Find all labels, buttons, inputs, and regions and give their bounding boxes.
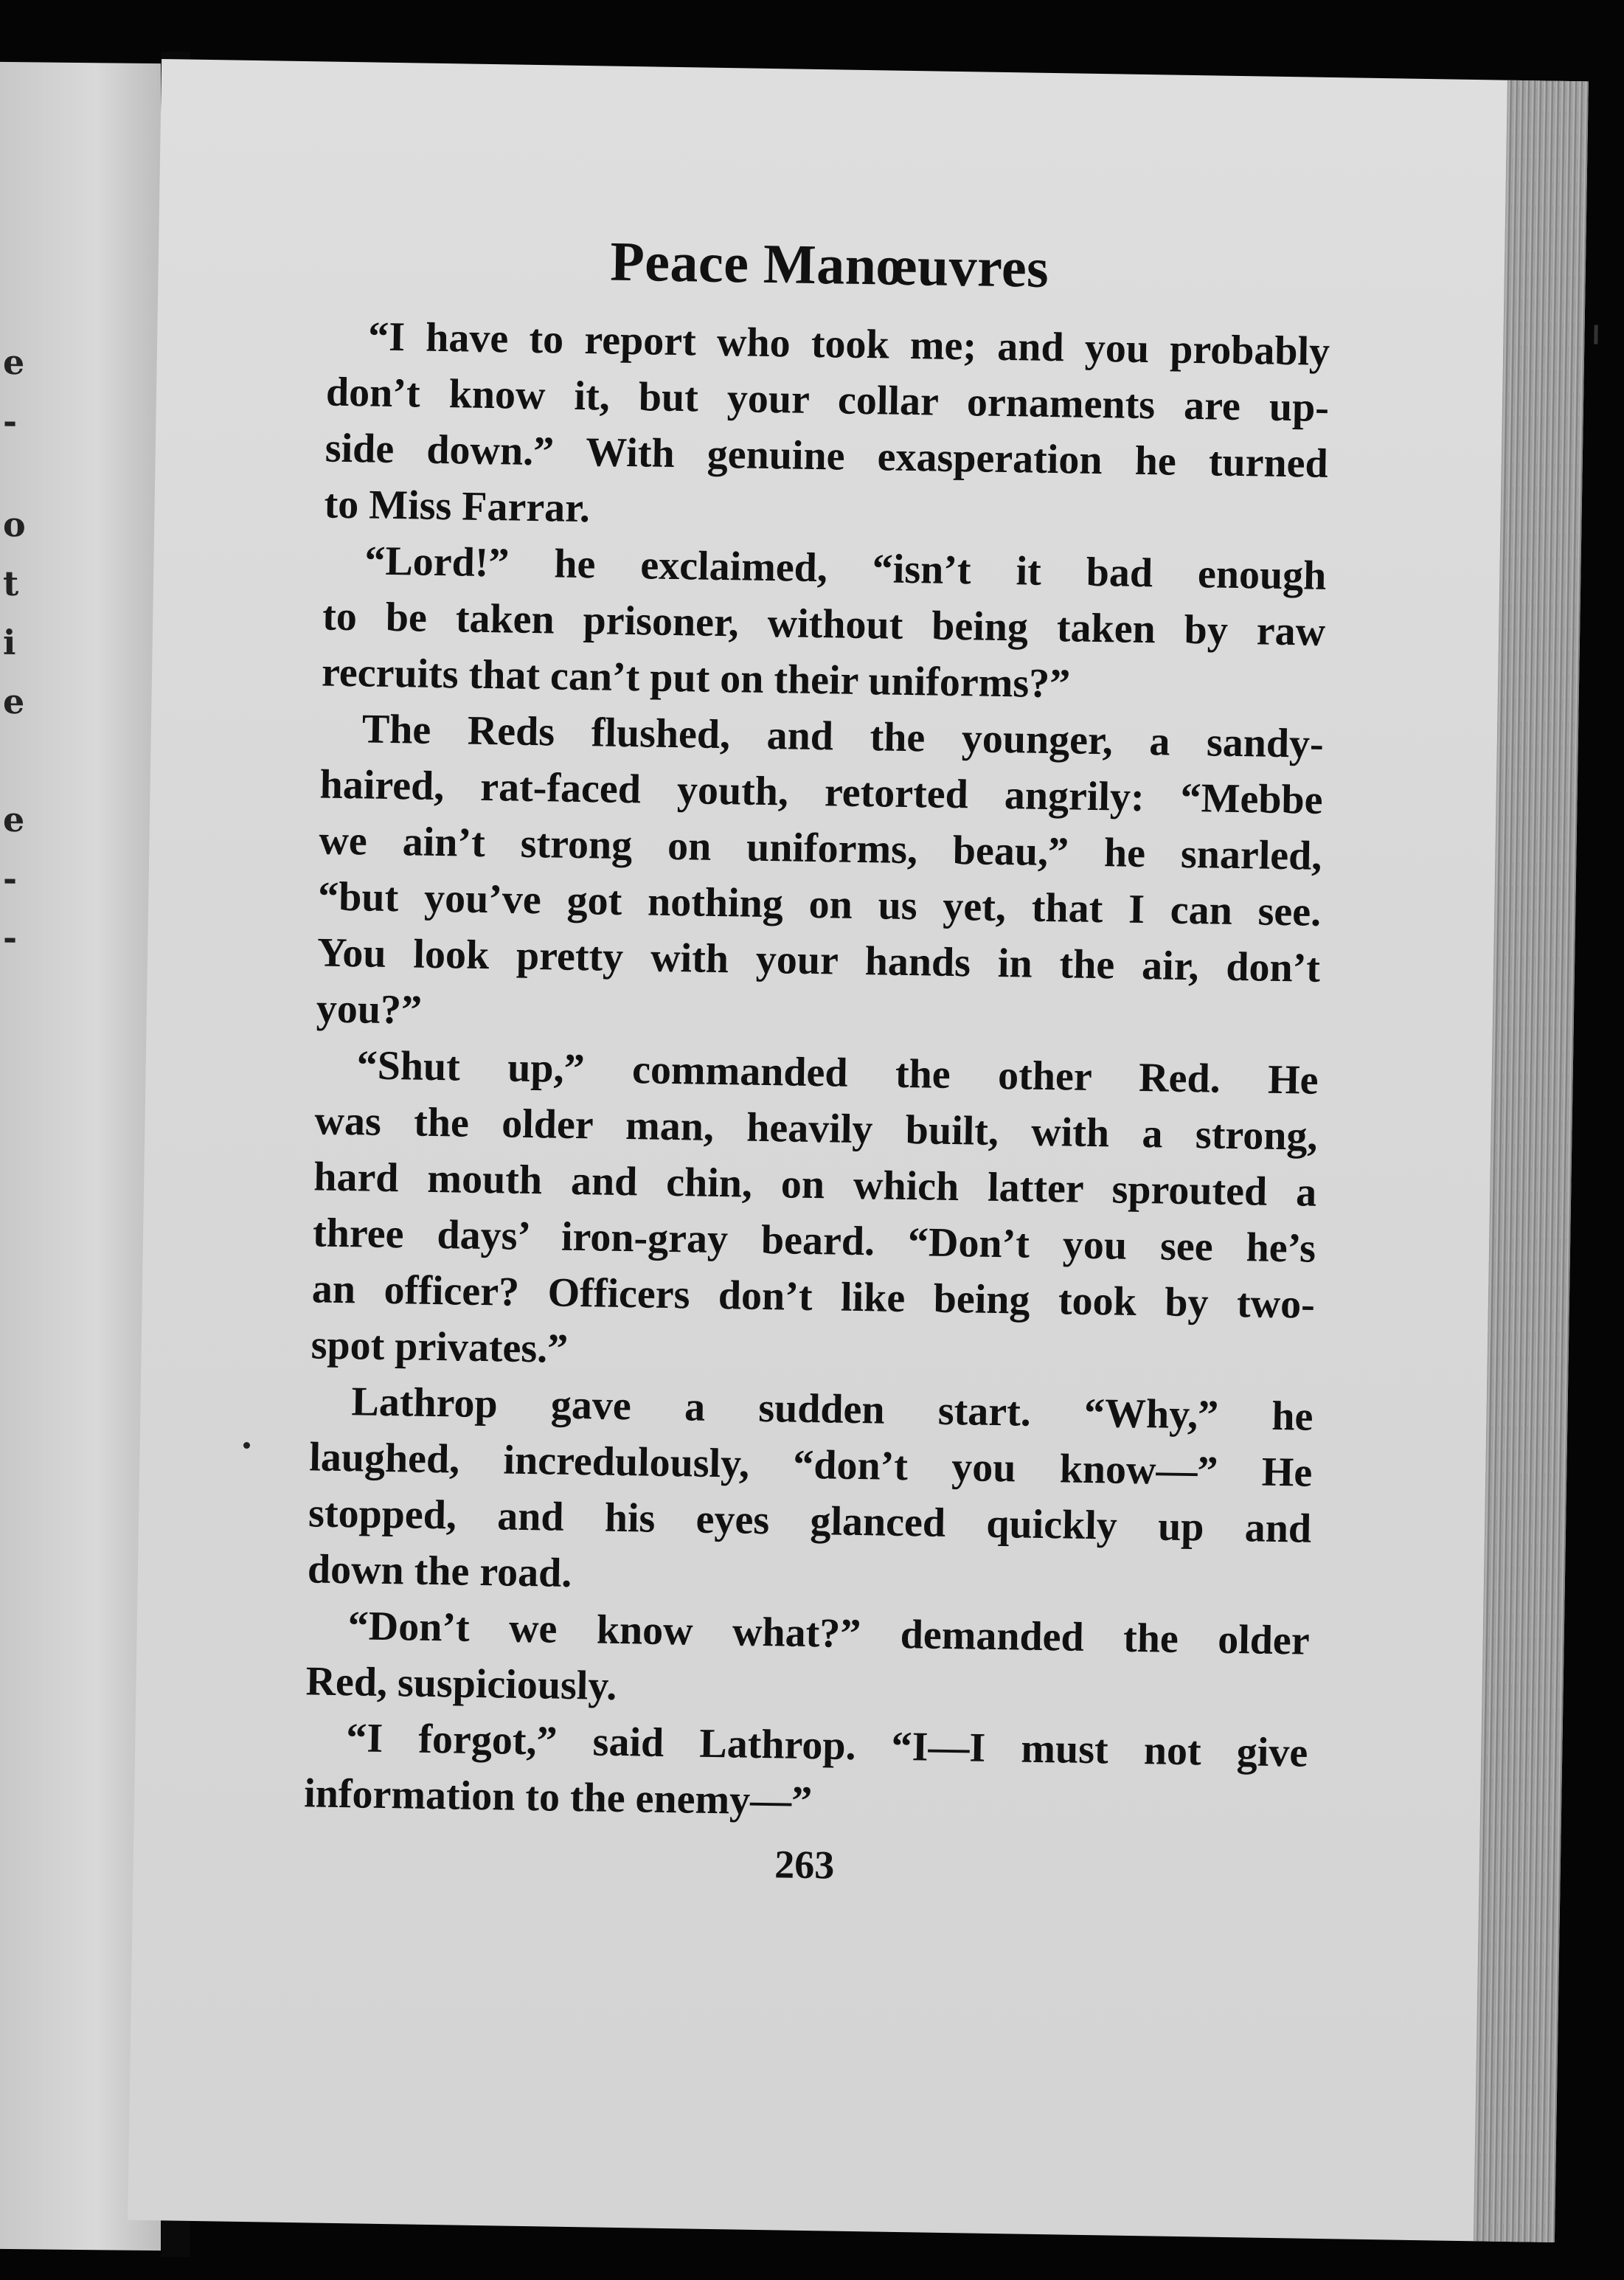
- paragraph: [310, 1036, 1319, 1388]
- facing-page-fragment: e: [3, 799, 25, 840]
- page-edges: [1474, 80, 1589, 2242]
- text-line: Red, suspiciously.: [305, 1658, 617, 1709]
- text-line: you?”: [316, 985, 423, 1033]
- text-line: stopped, and his eyes glanced quickly up and: [308, 1490, 1312, 1552]
- facing-page-fragment: t: [3, 563, 19, 604]
- text-line: three days’ iron-gray beard. “Don’t you see he’s: [312, 1210, 1316, 1272]
- facing-page-fragment: -: [3, 858, 18, 899]
- text-line: “I have to report who took me; and you probably: [367, 313, 1330, 375]
- text-line: recruits that can’t put on their uniforms?”: [321, 649, 1071, 707]
- text-line: side down.” With genuine exasperation he turned: [325, 425, 1329, 487]
- text-line: an officer? Officers don’t like being took by two-: [311, 1266, 1316, 1328]
- running-head: Peace Manœuvres: [609, 230, 1049, 299]
- text-block: [302, 224, 1331, 1901]
- text-line: “Don’t we know what?” demanded the older: [347, 1603, 1311, 1664]
- paragraph: [316, 700, 1324, 1052]
- text-line: You look pretty with your hands in the air, don’t: [316, 929, 1321, 991]
- paragraph: [324, 308, 1330, 548]
- text-line: hard mouth and chin, on which latter sprouted a: [313, 1154, 1317, 1216]
- text-line: “Lord!” he exclaimed, “isn’t it bad enough: [364, 538, 1327, 599]
- stray-mark: [1594, 325, 1597, 344]
- text-line: haired, rat-faced youth, retorted angrily: “Mebbe: [319, 761, 1324, 823]
- paragraph: [321, 533, 1326, 716]
- text-line: we ain’t strong on uniforms, beau,” he snarled,: [319, 817, 1322, 879]
- facing-page-fragment: e: [3, 342, 25, 383]
- text-line: to be taken prisoner, without being taken by raw: [322, 593, 1326, 655]
- text-line: laughed, incredulously, “don’t you know—” He: [308, 1434, 1313, 1496]
- paragraph: [305, 1597, 1310, 1725]
- text-line: spot privates.”: [310, 1322, 569, 1372]
- paragraph: [307, 1373, 1314, 1612]
- facing-page-fragment: -: [3, 401, 18, 442]
- book-page: [128, 59, 1589, 2242]
- text-line: “Shut up,” commanded the other Red. He: [356, 1042, 1319, 1103]
- stray-dot: [243, 1442, 250, 1449]
- facing-page-fragment: -: [3, 917, 18, 958]
- facing-page-fragment: o: [3, 504, 26, 545]
- text-line: information to the enemy—”: [303, 1770, 813, 1825]
- facing-page-fragment: e: [3, 681, 25, 722]
- paragraph: [304, 1709, 1308, 1837]
- text-line: The Reds flushed, and the younger, a sandy-: [361, 706, 1325, 767]
- text-line: Lathrop gave a sudden start. “Why,” he: [351, 1379, 1314, 1440]
- facing-page-fragment: i: [3, 622, 16, 663]
- text-line: “I forgot,” said Lathrop. “I—I must not give: [345, 1715, 1308, 1776]
- page-number: 263: [774, 1842, 835, 1888]
- text-line: don’t know it, but your collar ornaments are up-: [325, 369, 1330, 431]
- text-line: was the older man, heavily built, with a strong,: [314, 1098, 1318, 1160]
- text-line: “but you’ve got nothing on us yet, that I can see.: [317, 873, 1322, 935]
- text-line: down the road.: [307, 1546, 572, 1596]
- text-line: to Miss Farrar.: [324, 481, 591, 532]
